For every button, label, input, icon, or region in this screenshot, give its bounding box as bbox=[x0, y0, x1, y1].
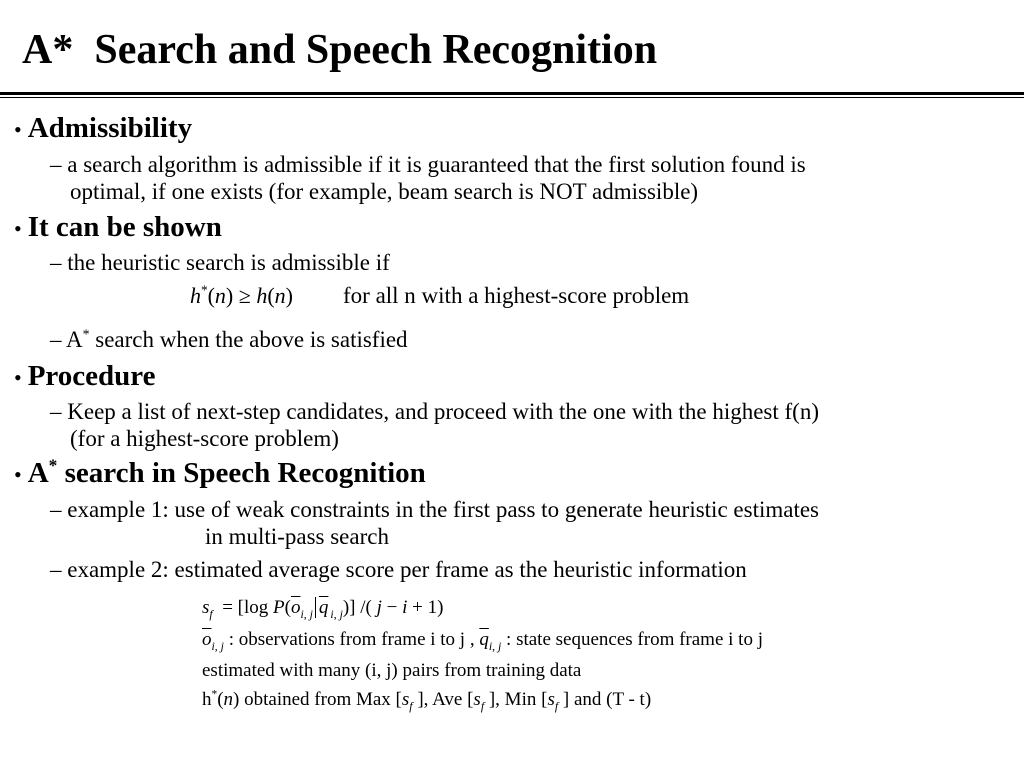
admissibility-formula: h*(n) ≥ h(n) bbox=[190, 282, 293, 308]
bullet-speech-recognition: • A* search in Speech Recognition bbox=[14, 455, 426, 489]
observation-definition: $\overline{o}_{i, j}$ : observations from frame i to j , $\overline{q}_{i, j}$ : state sequences from frame i to j bbox=[202, 629, 763, 653]
bullet-dot: • bbox=[14, 462, 22, 487]
bullet-procedure bbox=[14, 360, 155, 393]
bullet-dot: • bbox=[14, 117, 22, 142]
sub-bullet-admissible-def-cont: optimal, if one exists (for example, beam search is NOT admissible) bbox=[70, 179, 699, 204]
heuristic-obtained-formula: h*(n) obtained from Max [$s_f$ ], Ave [$s_f$ ], Min [$s_f$ ] and (T - t) bbox=[202, 688, 652, 713]
title-divider bbox=[0, 92, 1024, 98]
score-per-frame-formula: $s_f = [\log$ $P(\overline{o}_{i, j}$ $\overline{q}$ $_{i, j}$)] /( j − i + 1) bbox=[202, 597, 444, 621]
sub-bullet-astar-satisfied: – A* search when the above is satisfied bbox=[50, 326, 408, 352]
bullet-dot: • bbox=[14, 216, 22, 241]
bullet-heading: Procedure bbox=[27, 360, 156, 392]
sub-bullet-example-1-cont: in multi-pass search bbox=[205, 524, 389, 549]
bullet-heading: Admissibility bbox=[27, 112, 193, 144]
sub-bullet-heuristic-admissible: – the heuristic search is admissible if bbox=[50, 250, 390, 275]
sub-bullet-example-2: – example 2: estimated average score per frame as the heuristic information bbox=[50, 557, 747, 582]
formula-condition: for all n with a highest-score problem bbox=[343, 283, 690, 308]
slide-title: A* Search and Speech Recognition bbox=[22, 27, 658, 73]
sub-bullet-example-1: – example 1: use of weak constraints in the first pass to generate heuristic estimates bbox=[50, 497, 819, 522]
sub-bullet-procedure-cont: (for a highest-score problem) bbox=[70, 426, 339, 451]
bullet-heading: It can be shown bbox=[27, 211, 222, 243]
sub-bullet-admissible-def: – a search algorithm is admissible if it is guaranteed that the first solution found is bbox=[50, 152, 806, 177]
bullet-it-can-be-shown bbox=[14, 211, 222, 244]
bullet-dot: • bbox=[14, 365, 22, 390]
training-data-note: estimated with many (i, j) pairs from training data bbox=[202, 660, 582, 681]
sub-bullet-procedure: – Keep a list of next-step candidates, and proceed with the one with the highest f(n) bbox=[50, 399, 819, 424]
bullet-admissibility bbox=[14, 112, 192, 145]
